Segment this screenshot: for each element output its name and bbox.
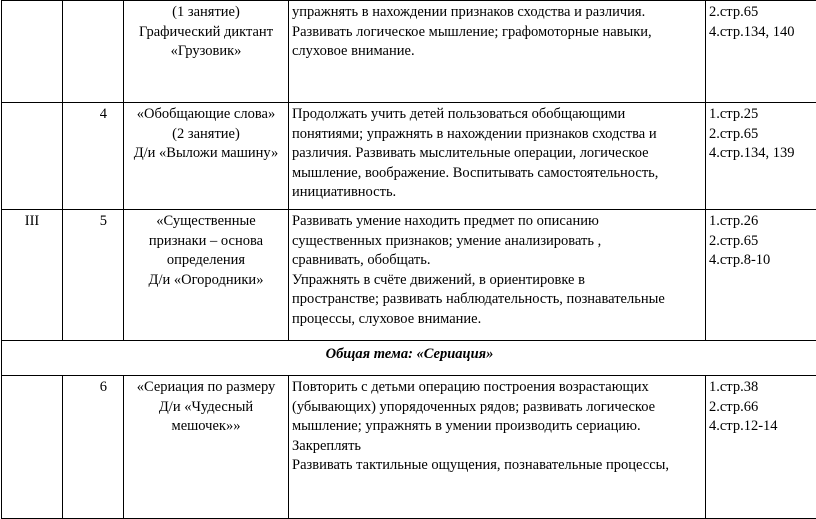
ref-line: 2.стр.65 — [709, 232, 816, 252]
topic-line: признаки – основа — [126, 232, 286, 252]
content-line: Развивать умение находить предмет по описанию — [292, 212, 702, 232]
content-line: Развивать тактильные ощущения, познавательные процессы, — [292, 456, 702, 476]
table-row — [2, 376, 816, 519]
content-line: (убывающих) упорядоченных рядов; развивать логическое — [292, 398, 702, 418]
ref-line: 1.стр.26 — [709, 212, 816, 232]
topic-line: Д/и «Выложи машину» — [126, 144, 286, 164]
number-cell: 5 — [63, 210, 124, 341]
ref-line: 2.стр.65 — [709, 125, 816, 145]
section-cell — [2, 1, 63, 103]
table-row — [2, 1, 816, 103]
topic-line: Графический диктант — [126, 23, 286, 43]
topic-line: (1 занятие) — [126, 3, 286, 23]
topic-cell — [124, 210, 289, 341]
refs-cell — [706, 103, 816, 210]
content-line: существенных признаков; умение анализировать , — [292, 232, 702, 252]
ref-line: 4.стр.134, 139 — [709, 144, 816, 164]
content-line: понятиями; упражнять в нахождении признаков сходства и — [292, 125, 702, 145]
topic-line: «Обобщающие слова» — [126, 105, 286, 125]
content-line: мышление; упражнять в умении производить сериацию. — [292, 417, 702, 437]
refs-cell — [706, 1, 816, 103]
number-cell: 4 — [63, 103, 124, 210]
table-row — [2, 341, 816, 376]
content-line: пространстве; развивать наблюдательность, познавательные — [292, 290, 702, 310]
section-cell — [2, 103, 63, 210]
content-cell — [289, 103, 706, 210]
general-topic-heading: Общая тема: «Сериация» — [2, 341, 816, 376]
topic-line: Д/и «Чудесный — [126, 398, 286, 418]
content-line: слуховое внимание. — [292, 42, 702, 62]
topic-line: определения — [126, 251, 286, 271]
content-line: различия. Развивать мыслительные операции, логическое — [292, 144, 702, 164]
content-line: процессы, слуховое внимание. — [292, 310, 702, 330]
topic-line: «Сериация по размеру — [126, 378, 286, 398]
topic-line: «Грузовик» — [126, 42, 286, 62]
content-line: мышление, воображение. Воспитывать самостоятельность, — [292, 164, 702, 184]
ref-line: 4.стр.8-10 — [709, 251, 816, 271]
content-line: Упражнять в счёте движений, в ориентировке в — [292, 271, 702, 291]
table-row — [2, 210, 816, 341]
ref-line: 2.стр.66 — [709, 398, 816, 418]
topic-cell — [124, 103, 289, 210]
content-line: Развивать логическое мышление; графомоторные навыки, — [292, 23, 702, 43]
table-row — [2, 103, 816, 210]
topic-cell — [124, 376, 289, 519]
ref-line: 1.стр.38 — [709, 378, 816, 398]
content-line: сравнивать, обобщать. — [292, 251, 702, 271]
content-cell — [289, 210, 706, 341]
content-cell — [289, 376, 706, 519]
topic-line: «Существенные — [126, 212, 286, 232]
content-line: Закреплять — [292, 437, 702, 457]
content-line: инициативность. — [292, 183, 702, 203]
topic-cell — [124, 1, 289, 103]
lesson-plan-table — [1, 0, 816, 519]
topic-line: мешочек»» — [126, 417, 286, 437]
topic-line: (2 занятие) — [126, 125, 286, 145]
ref-line: 4.стр.134, 140 — [709, 23, 816, 43]
number-cell: 6 — [63, 376, 124, 519]
content-line: Продолжать учить детей пользоваться обобщающими — [292, 105, 702, 125]
ref-line: 2.стр.65 — [709, 3, 816, 23]
content-cell — [289, 1, 706, 103]
ref-line: 4.стр.12-14 — [709, 417, 816, 437]
ref-line: 1.стр.25 — [709, 105, 816, 125]
content-line: Повторить с детьми операцию построения возрастающих — [292, 378, 702, 398]
topic-line: Д/и «Огородники» — [126, 271, 286, 291]
content-line: упражнять в нахождении признаков сходства и различия. — [292, 3, 702, 23]
number-cell — [63, 1, 124, 103]
refs-cell — [706, 210, 816, 341]
section-cell: III — [2, 210, 63, 341]
refs-cell — [706, 376, 816, 519]
section-cell — [2, 376, 63, 519]
